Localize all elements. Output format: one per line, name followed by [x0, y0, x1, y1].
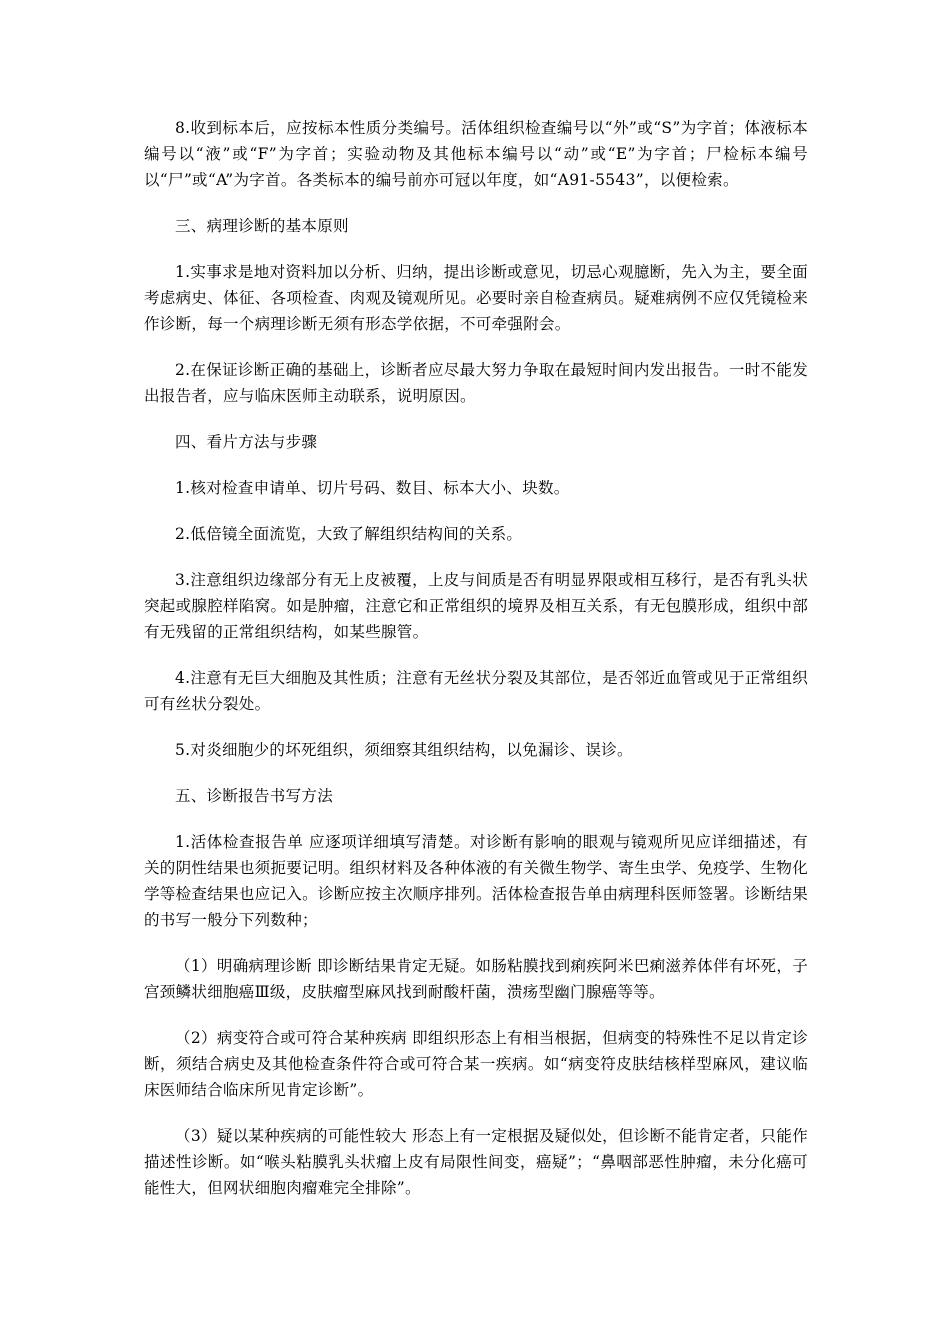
section-heading-slide-reading: 四、看片方法与步骤	[175, 433, 318, 451]
paragraph-step-2: 2.低倍镜全面流览，大致了解组织结构间的关系。	[175, 525, 523, 543]
paragraph-report-case-1: （1）明确病理诊断 即诊断结果肯定无疑。如肠粘膜找到痢疾阿米巴痢滋养体伴有坏死，子宫颈鳞状细胞癌Ⅲ级，皮肤瘤型麻风找到耐酸杆菌，溃疡型幽门腺癌等等。	[144, 957, 808, 1001]
paragraph-step-3: 3.注意组织边缘部分有无上皮被覆，上皮与间质是否有明显界限或相互移行，是否有乳头状突起或腺腔样陷窝。如是肿瘤，注意它和正常组织的境界及相互关系，有无包膜形成，组织中部有无残留的正常组织结构，如某些腺管。	[144, 571, 808, 641]
paragraph-specimen-numbering: 8.收到标本后，应按标本性质分类编号。活体组织检查编号以“外”或“S”为字首；体液标本编号以“液”或“F”为字首；实验动物及其他标本编号以“动”或“E”为字首；尸检标本编号以“尸”或“A”为字首。各类标本的编号前亦可冠以年度，如“A91-5543”，以便检索。	[144, 119, 808, 189]
paragraph-step-4: 4.注意有无巨大细胞及其性质；注意有无丝状分裂及其部位，是否邻近血管或见于正常组织可有丝状分裂处。	[144, 669, 808, 713]
paragraph-report-case-2: （2）病变符合或可符合某种疾病 即组织形态上有相当根据，但病变的特殊性不足以肯定诊断，须结合病史及其他检查条件符合或可符合某一疾病。如“病变符皮肤结核样型麻风，建议临床医师结合临床所见肯定诊断”。	[144, 1029, 808, 1099]
document-body	[144, 115, 808, 1221]
paragraph-step-5: 5.对炎细胞少的坏死组织，须细察其组织结构，以免漏诊、误诊。	[175, 741, 633, 759]
paragraph-report-case-3: （3）疑以某种疾病的可能性较大 形态上有一定根据及疑似处，但诊断不能肯定者，只能作描述性诊断。如“喉头粘膜乳头状瘤上皮有局限性间变，癌疑”；“鼻咽部恶性肿瘤，未分化癌可能性大，但网状细胞肉瘤难完全排除”。	[144, 1127, 808, 1197]
paragraph-report-1: 1.活体检查报告单 应逐项详细填写清楚。对诊断有影响的眼观与镜观所见应详细描述，有关的阴性结果也须扼要记明。组织材料及各种体液的有关微生物学、寄生虫学、免疫学、生物化学等检查结果也应记入。诊断应按主次顺序排列。活体检查报告单由病理科医师签署。诊断结果的书写一般分下列数种；	[144, 833, 808, 929]
paragraph-step-1: 1.核对检查申请单、切片号码、数目、标本大小、块数。	[175, 479, 570, 497]
section-heading-report-writing: 五、诊断报告书写方法	[175, 787, 334, 805]
paragraph-principle-1: 1.实事求是地对资料加以分析、归纳，提出诊断或意见，切忌心观臆断，先入为主，要全面考虑病史、体征、各项检查、肉观及镜观所见。必要时亲自检查病员。疑难病例不应仅凭镜检来作诊断，每一个病理诊断无须有形态学依据，不可牵强附会。	[144, 263, 808, 333]
section-heading-principles: 三、病理诊断的基本原则	[175, 217, 349, 235]
paragraph-principle-2: 2.在保证诊断正确的基础上，诊断者应尽最大努力争取在最短时间内发出报告。一时不能发出报告者，应与临床医师主动联系，说明原因。	[144, 361, 808, 405]
